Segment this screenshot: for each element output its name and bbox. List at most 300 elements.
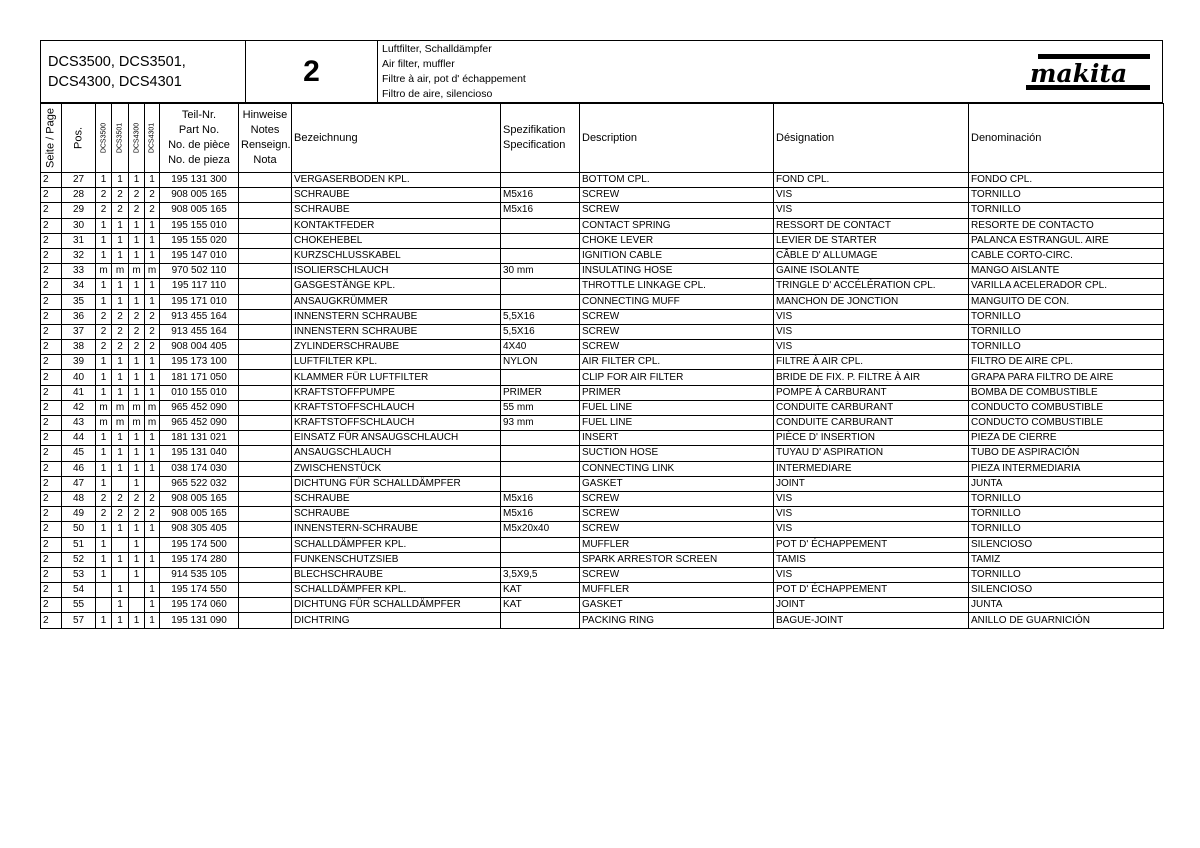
cell-qty-dcs4301: 1 [145, 370, 160, 385]
cell-qty-dcs3501: 1 [112, 385, 129, 400]
cell-page: 2 [41, 203, 62, 218]
cell-page: 2 [41, 340, 62, 355]
cell-qty-dcs3500: 2 [96, 203, 112, 218]
cell-qty-dcs4300: 2 [129, 188, 145, 203]
cell-page: 2 [41, 476, 62, 491]
cell-notes [239, 218, 292, 233]
cell-denominacion: TORNILLO [969, 507, 1164, 522]
cell-spec [501, 552, 580, 567]
cell-spec: M5x16 [501, 188, 580, 203]
cell-spec [501, 248, 580, 263]
cell-notes [239, 416, 292, 431]
cell-part-no: 195 155 010 [160, 218, 239, 233]
cell-pos: 34 [62, 279, 96, 294]
cell-qty-dcs3501: 1 [112, 218, 129, 233]
cell-description: INSERT [580, 431, 774, 446]
cell-qty-dcs3501: 1 [112, 233, 129, 248]
col-header-dcs4301: DCS4301 [145, 104, 160, 173]
cell-notes [239, 598, 292, 613]
cell-denominacion: TORNILLO [969, 203, 1164, 218]
cell-denominacion: TORNILLO [969, 324, 1164, 339]
cell-bezeichnung: LUFTFILTER KPL. [292, 355, 501, 370]
col-header-pos: Pos. [62, 104, 96, 173]
cell-page: 2 [41, 583, 62, 598]
cell-qty-dcs3501: 1 [112, 613, 129, 628]
sheet-header [40, 40, 1163, 103]
cell-qty-dcs3501: 2 [112, 491, 129, 506]
table-row [41, 431, 1164, 446]
cell-qty-dcs3501: 2 [112, 309, 129, 324]
cell-part-no: 965 522 032 [160, 476, 239, 491]
cell-spec: M5x20x40 [501, 522, 580, 537]
table-row [41, 552, 1164, 567]
cell-pos: 50 [62, 522, 96, 537]
cell-spec: 55 mm [501, 400, 580, 415]
cell-notes [239, 507, 292, 522]
cell-denominacion: FILTRO DE AIRE CPL. [969, 355, 1164, 370]
cell-denominacion: TORNILLO [969, 309, 1164, 324]
cell-designation: VIS [774, 324, 969, 339]
cell-pos: 30 [62, 218, 96, 233]
cell-qty-dcs3501: 1 [112, 446, 129, 461]
cell-qty-dcs3500: 1 [96, 446, 112, 461]
cell-qty-dcs3501 [112, 567, 129, 582]
table-row [41, 400, 1164, 415]
cell-spec: PRIMER [501, 385, 580, 400]
cell-bezeichnung: KLAMMER FÜR LUFTFILTER [292, 370, 501, 385]
cell-pos: 39 [62, 355, 96, 370]
cell-page: 2 [41, 522, 62, 537]
col-header-description: Description [580, 104, 774, 173]
cell-description: SCREW [580, 203, 774, 218]
cell-description: PACKING RING [580, 613, 774, 628]
cell-bezeichnung: SCHRAUBE [292, 491, 501, 506]
table-row [41, 507, 1164, 522]
cell-qty-dcs4301: m [145, 400, 160, 415]
table-row [41, 218, 1164, 233]
cell-qty-dcs4301: 1 [145, 613, 160, 628]
cell-qty-dcs4301: 1 [145, 598, 160, 613]
cell-qty-dcs4301: 1 [145, 233, 160, 248]
cell-description: SCREW [580, 491, 774, 506]
title-fr: Filtre à air, pot d' échappement [382, 72, 526, 85]
cell-notes [239, 203, 292, 218]
cell-part-no: 195 131 090 [160, 613, 239, 628]
cell-qty-dcs4301: m [145, 264, 160, 279]
cell-qty-dcs4301: 1 [145, 173, 160, 188]
col-header-dcs3501: DCS3501 [112, 104, 129, 173]
cell-bezeichnung: SCHALLDÄMPFER KPL. [292, 537, 501, 552]
cell-qty-dcs3501: 1 [112, 583, 129, 598]
cell-spec: 3,5X9,5 [501, 567, 580, 582]
cell-notes [239, 400, 292, 415]
cell-description: FUEL LINE [580, 416, 774, 431]
cell-part-no: 913 455 164 [160, 309, 239, 324]
table-row [41, 461, 1164, 476]
cell-qty-dcs4300: 1 [129, 370, 145, 385]
cell-page: 2 [41, 218, 62, 233]
cell-bezeichnung: INNENSTERN-SCHRAUBE [292, 522, 501, 537]
cell-qty-dcs3501: 1 [112, 431, 129, 446]
cell-part-no: 195 174 060 [160, 598, 239, 613]
cell-denominacion: TORNILLO [969, 522, 1164, 537]
cell-description: GASKET [580, 476, 774, 491]
title-cell [378, 41, 1163, 103]
cell-denominacion: TORNILLO [969, 188, 1164, 203]
cell-qty-dcs3501: m [112, 400, 129, 415]
cell-qty-dcs3500: 1 [96, 476, 112, 491]
table-row [41, 370, 1164, 385]
cell-description: AIR FILTER CPL. [580, 355, 774, 370]
cell-spec [501, 461, 580, 476]
cell-pos: 47 [62, 476, 96, 491]
cell-qty-dcs3500: 2 [96, 324, 112, 339]
cell-qty-dcs4300 [129, 583, 145, 598]
cell-designation: LEVIER DE STARTER [774, 233, 969, 248]
cell-qty-dcs3500: 1 [96, 355, 112, 370]
cell-bezeichnung: DICHTUNG FÜR SCHALLDÄMPFER [292, 476, 501, 491]
cell-qty-dcs3501: 2 [112, 203, 129, 218]
cell-part-no: 010 155 010 [160, 385, 239, 400]
cell-designation: CONDUITE CARBURANT [774, 400, 969, 415]
cell-designation: CONDUITE CARBURANT [774, 416, 969, 431]
cell-qty-dcs4300 [129, 598, 145, 613]
cell-page: 2 [41, 567, 62, 582]
cell-qty-dcs3500: 2 [96, 188, 112, 203]
col-header-designation: Désignation [774, 104, 969, 173]
cell-qty-dcs3500: m [96, 264, 112, 279]
cell-pos: 31 [62, 233, 96, 248]
cell-qty-dcs3500: 1 [96, 431, 112, 446]
cell-page: 2 [41, 446, 62, 461]
cell-qty-dcs3501: 2 [112, 188, 129, 203]
cell-qty-dcs4300: 1 [129, 248, 145, 263]
cell-designation: POT D' ÉCHAPPEMENT [774, 537, 969, 552]
cell-qty-dcs3500 [96, 583, 112, 598]
cell-description: INSULATING HOSE [580, 264, 774, 279]
cell-description: CONTACT SPRING [580, 218, 774, 233]
cell-description: PRIMER [580, 385, 774, 400]
cell-notes [239, 385, 292, 400]
cell-qty-dcs3501 [112, 537, 129, 552]
cell-page: 2 [41, 279, 62, 294]
cell-qty-dcs3501: 1 [112, 355, 129, 370]
cell-bezeichnung: ISOLIERSCHLAUCH [292, 264, 501, 279]
cell-bezeichnung: GASGESTÄNGE KPL. [292, 279, 501, 294]
cell-qty-dcs4300: 1 [129, 294, 145, 309]
cell-notes [239, 340, 292, 355]
cell-description: SCREW [580, 309, 774, 324]
cell-qty-dcs4300: 2 [129, 309, 145, 324]
cell-designation: INTERMEDIARE [774, 461, 969, 476]
cell-pos: 40 [62, 370, 96, 385]
cell-denominacion: TAMIZ [969, 552, 1164, 567]
table-row [41, 537, 1164, 552]
cell-pos: 32 [62, 248, 96, 263]
cell-notes [239, 583, 292, 598]
cell-qty-dcs4300: 1 [129, 552, 145, 567]
cell-description: CLIP FOR AIR FILTER [580, 370, 774, 385]
cell-qty-dcs3500: 1 [96, 537, 112, 552]
cell-page: 2 [41, 416, 62, 431]
cell-denominacion: SILENCIOSO [969, 537, 1164, 552]
col-header-dcs4300: DCS4300 [129, 104, 145, 173]
cell-qty-dcs4300: 1 [129, 218, 145, 233]
cell-notes [239, 446, 292, 461]
cell-qty-dcs4300: 1 [129, 613, 145, 628]
cell-part-no: 908 005 165 [160, 491, 239, 506]
col-header-part-no: Teil-Nr. Part No. No. de pièce No. de pieza [160, 104, 239, 173]
cell-notes [239, 431, 292, 446]
cell-notes [239, 552, 292, 567]
cell-pos: 44 [62, 431, 96, 446]
table-row [41, 264, 1164, 279]
cell-denominacion: TORNILLO [969, 491, 1164, 506]
cell-part-no: 908 005 165 [160, 203, 239, 218]
cell-qty-dcs4301 [145, 476, 160, 491]
table-row [41, 446, 1164, 461]
cell-page: 2 [41, 431, 62, 446]
cell-pos: 35 [62, 294, 96, 309]
cell-spec: 4X40 [501, 340, 580, 355]
cell-description: SCREW [580, 522, 774, 537]
cell-part-no: 195 174 280 [160, 552, 239, 567]
cell-bezeichnung: ANSAUGKRÜMMER [292, 294, 501, 309]
cell-designation: RESSORT DE CONTACT [774, 218, 969, 233]
cell-denominacion: TUBO DE ASPIRACIÓN [969, 446, 1164, 461]
cell-qty-dcs3501: 2 [112, 507, 129, 522]
cell-pos: 45 [62, 446, 96, 461]
cell-qty-dcs3501: 1 [112, 370, 129, 385]
cell-description: SUCTION HOSE [580, 446, 774, 461]
cell-pos: 52 [62, 552, 96, 567]
cell-qty-dcs3501: 1 [112, 279, 129, 294]
cell-qty-dcs4300: 2 [129, 340, 145, 355]
cell-qty-dcs3500: 1 [96, 552, 112, 567]
cell-designation: VIS [774, 203, 969, 218]
cell-denominacion: CONDUCTO COMBUSTIBLE [969, 400, 1164, 415]
cell-bezeichnung: KONTAKTFEDER [292, 218, 501, 233]
cell-designation: MANCHON DE JONCTION [774, 294, 969, 309]
cell-part-no: 914 535 105 [160, 567, 239, 582]
cell-notes [239, 294, 292, 309]
cell-denominacion: GRAPA PARA FILTRO DE AIRE [969, 370, 1164, 385]
cell-description: MUFFLER [580, 583, 774, 598]
cell-denominacion: TORNILLO [969, 340, 1164, 355]
cell-designation: FILTRE À AIR CPL. [774, 355, 969, 370]
cell-pos: 27 [62, 173, 96, 188]
cell-qty-dcs3500: 2 [96, 491, 112, 506]
cell-part-no: 038 174 030 [160, 461, 239, 476]
cell-notes [239, 324, 292, 339]
col-header-dcs3500: DCS3500 [96, 104, 112, 173]
cell-bezeichnung: FUNKENSCHUTZSIEB [292, 552, 501, 567]
cell-qty-dcs4300: 1 [129, 476, 145, 491]
table-row [41, 598, 1164, 613]
page-number: 2 [246, 41, 378, 103]
cell-page: 2 [41, 537, 62, 552]
cell-designation: TUYAU D' ASPIRATION [774, 446, 969, 461]
cell-description: SCREW [580, 324, 774, 339]
cell-qty-dcs3500: 1 [96, 613, 112, 628]
cell-denominacion: BOMBA DE COMBUSTIBLE [969, 385, 1164, 400]
cell-qty-dcs3500: 1 [96, 567, 112, 582]
cell-part-no: 181 131 021 [160, 431, 239, 446]
cell-part-no: 195 131 300 [160, 173, 239, 188]
cell-designation: VIS [774, 491, 969, 506]
cell-page: 2 [41, 188, 62, 203]
cell-qty-dcs3500: 1 [96, 233, 112, 248]
table-row [41, 324, 1164, 339]
cell-designation: PIÈCE D' INSERTION [774, 431, 969, 446]
cell-designation: BRIDE DE FIX. P. FILTRE À AIR [774, 370, 969, 385]
cell-designation: VIS [774, 567, 969, 582]
cell-page: 2 [41, 400, 62, 415]
cell-qty-dcs3501: 2 [112, 340, 129, 355]
svg-text:makita: makita [1030, 59, 1128, 88]
cell-qty-dcs3500: 1 [96, 385, 112, 400]
cell-designation: VIS [774, 522, 969, 537]
cell-qty-dcs3501: m [112, 264, 129, 279]
model-line-1: DCS3500, DCS3501, [48, 53, 186, 70]
cell-part-no: 908 005 165 [160, 188, 239, 203]
cell-qty-dcs4301: 1 [145, 446, 160, 461]
cell-description: SCREW [580, 188, 774, 203]
cell-part-no: 195 117 110 [160, 279, 239, 294]
cell-qty-dcs3500: 1 [96, 218, 112, 233]
cell-page: 2 [41, 294, 62, 309]
cell-notes [239, 522, 292, 537]
cell-qty-dcs4301: 2 [145, 324, 160, 339]
cell-qty-dcs4301: 2 [145, 188, 160, 203]
cell-pos: 53 [62, 567, 96, 582]
cell-notes [239, 264, 292, 279]
cell-spec [501, 537, 580, 552]
cell-qty-dcs3500: 1 [96, 279, 112, 294]
cell-part-no: 181 171 050 [160, 370, 239, 385]
cell-denominacion: MANGO AISLANTE [969, 264, 1164, 279]
cell-denominacion: VARILLA ACELERADOR CPL. [969, 279, 1164, 294]
cell-part-no: 195 174 550 [160, 583, 239, 598]
table-row [41, 309, 1164, 324]
cell-bezeichnung: SCHRAUBE [292, 203, 501, 218]
cell-qty-dcs4300: m [129, 264, 145, 279]
cell-denominacion: TORNILLO [969, 567, 1164, 582]
makita-logo [1024, 51, 1152, 93]
cell-page: 2 [41, 613, 62, 628]
cell-qty-dcs4301 [145, 567, 160, 582]
cell-description: SCREW [580, 340, 774, 355]
cell-qty-dcs3501 [112, 476, 129, 491]
cell-bezeichnung: ZWISCHENSTÜCK [292, 461, 501, 476]
cell-bezeichnung: ZYLINDERSCHRAUBE [292, 340, 501, 355]
cell-notes [239, 461, 292, 476]
cell-notes [239, 476, 292, 491]
cell-spec: 5,5X16 [501, 309, 580, 324]
cell-denominacion: MANGUITO DE CON. [969, 294, 1164, 309]
table-row [41, 294, 1164, 309]
cell-designation: TAMIS [774, 552, 969, 567]
cell-qty-dcs3501: 1 [112, 294, 129, 309]
cell-denominacion: RESORTE DE CONTACTO [969, 218, 1164, 233]
cell-spec [501, 446, 580, 461]
cell-denominacion: FONDO CPL. [969, 173, 1164, 188]
cell-qty-dcs4301: 1 [145, 583, 160, 598]
model-line-2: DCS4300, DCS4301 [48, 73, 182, 90]
cell-denominacion: SILENCIOSO [969, 583, 1164, 598]
cell-qty-dcs4301: m [145, 416, 160, 431]
cell-qty-dcs4301: 1 [145, 552, 160, 567]
cell-description: THROTTLE LINKAGE CPL. [580, 279, 774, 294]
cell-part-no: 195 173 100 [160, 355, 239, 370]
cell-part-no: 195 171 010 [160, 294, 239, 309]
cell-denominacion: CONDUCTO COMBUSTIBLE [969, 416, 1164, 431]
cell-qty-dcs3500 [96, 598, 112, 613]
cell-pos: 42 [62, 400, 96, 415]
cell-pos: 46 [62, 461, 96, 476]
cell-notes [239, 567, 292, 582]
cell-part-no: 970 502 110 [160, 264, 239, 279]
cell-denominacion: PIEZA DE CIERRE [969, 431, 1164, 446]
cell-qty-dcs3501: 1 [112, 248, 129, 263]
cell-notes [239, 248, 292, 263]
table-row [41, 279, 1164, 294]
cell-spec [501, 431, 580, 446]
cell-bezeichnung: INNENSTERN SCHRAUBE [292, 324, 501, 339]
cell-qty-dcs4300: 1 [129, 173, 145, 188]
cell-description: FUEL LINE [580, 400, 774, 415]
cell-spec [501, 279, 580, 294]
cell-spec: NYLON [501, 355, 580, 370]
cell-page: 2 [41, 173, 62, 188]
cell-spec [501, 370, 580, 385]
cell-designation: CÂBLE D' ALLUMAGE [774, 248, 969, 263]
cell-page: 2 [41, 491, 62, 506]
cell-description: SPARK ARRESTOR SCREEN [580, 552, 774, 567]
table-row [41, 233, 1164, 248]
cell-qty-dcs4301: 2 [145, 507, 160, 522]
cell-notes [239, 309, 292, 324]
cell-bezeichnung: ANSAUGSCHLAUCH [292, 446, 501, 461]
cell-qty-dcs4300: 1 [129, 461, 145, 476]
cell-qty-dcs4300: 1 [129, 567, 145, 582]
cell-pos: 48 [62, 491, 96, 506]
cell-notes [239, 370, 292, 385]
cell-qty-dcs4301: 1 [145, 218, 160, 233]
title-es: Filtro de aire, silencioso [382, 87, 493, 100]
cell-bezeichnung: EINSATZ FÜR ANSAUGSCHLAUCH [292, 431, 501, 446]
cell-qty-dcs4301: 1 [145, 248, 160, 263]
cell-pos: 51 [62, 537, 96, 552]
cell-qty-dcs3500: m [96, 416, 112, 431]
cell-notes [239, 173, 292, 188]
cell-page: 2 [41, 598, 62, 613]
cell-qty-dcs3500: 1 [96, 294, 112, 309]
table-row [41, 583, 1164, 598]
table-row [41, 173, 1164, 188]
cell-qty-dcs4301: 1 [145, 385, 160, 400]
cell-description: GASKET [580, 598, 774, 613]
cell-pos: 38 [62, 340, 96, 355]
cell-pos: 43 [62, 416, 96, 431]
cell-page: 2 [41, 264, 62, 279]
cell-description: CHOKE LEVER [580, 233, 774, 248]
cell-qty-dcs4301: 1 [145, 279, 160, 294]
cell-designation: POT D' ÉCHAPPEMENT [774, 583, 969, 598]
table-row [41, 340, 1164, 355]
cell-bezeichnung: INNENSTERN SCHRAUBE [292, 309, 501, 324]
cell-part-no: 195 155 020 [160, 233, 239, 248]
